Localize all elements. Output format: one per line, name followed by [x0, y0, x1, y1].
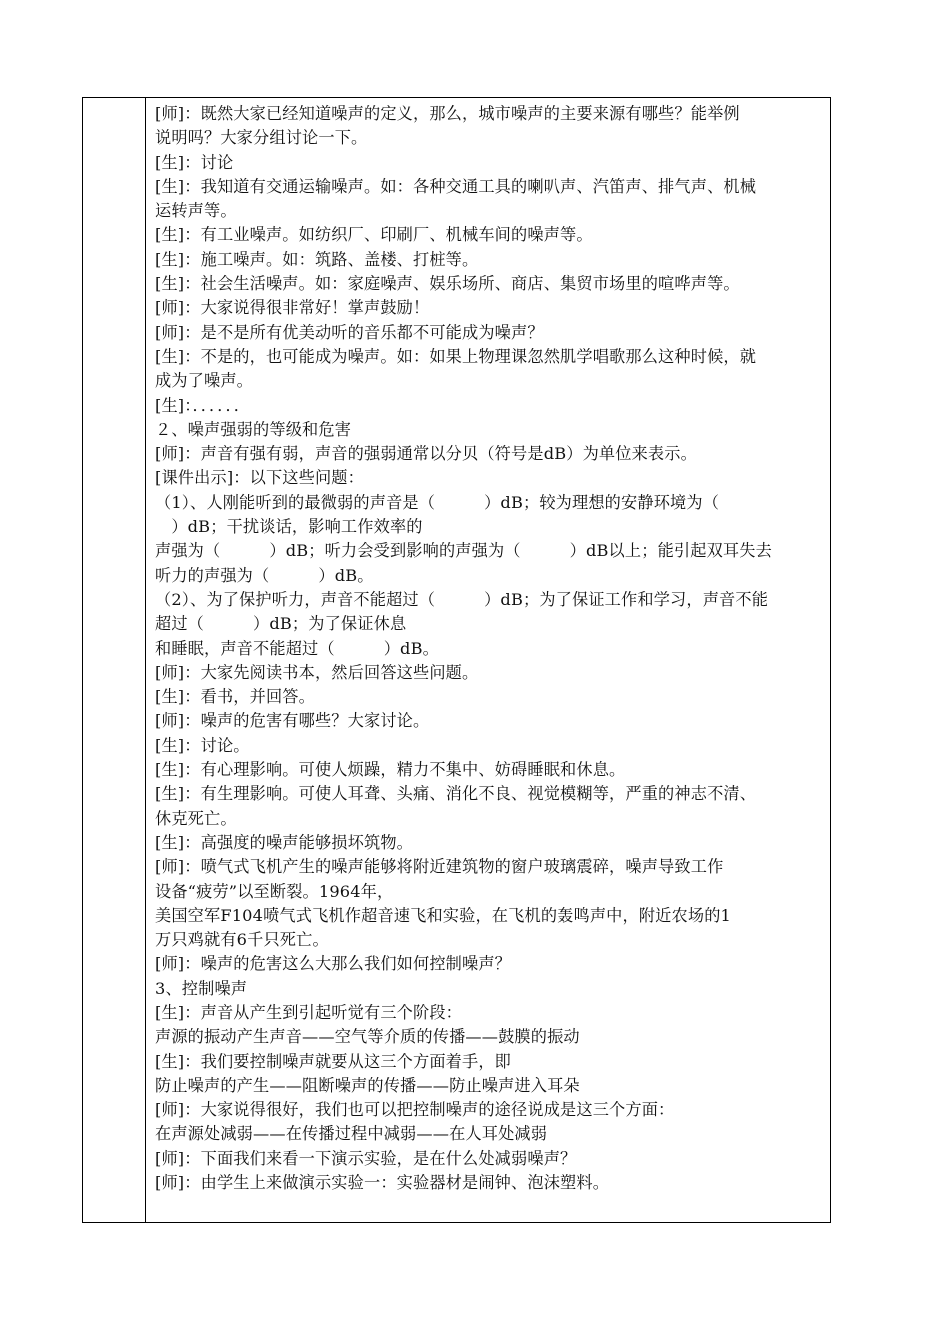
text-line: [师]：喷气式飞机产生的噪声能够将附近建筑物的窗户玻璃震碎，噪声导致工作	[155, 857, 724, 877]
text-line: [生]：讨论	[155, 152, 234, 172]
text-line: 声强为（ ）dB；听力会受到影响的声强为（ ）dB以上；能引起双耳失去	[155, 541, 772, 561]
text-line: 运转声等。	[155, 201, 237, 221]
text-line: [生]：高强度的噪声能够损坏筑物。	[155, 832, 413, 852]
text-line: [师]：大家说得很好，我们也可以把控制噪声的途径说成是这三个方面：	[155, 1100, 675, 1120]
text-line: 声源的振动产生声音——空气等介质的传播——鼓膜的振动	[155, 1027, 580, 1047]
text-line: [师]：大家先阅读书本，然后回答这些问题。	[155, 662, 479, 682]
text-line: 万只鸡就有6千只死亡。	[155, 930, 329, 950]
text-line: ）dB；干扰谈话，影响工作效率的	[155, 517, 423, 537]
text-line: [生]：．．．．．．	[155, 395, 251, 415]
text-line: [生]：社会生活噪声。如：家庭噪声、娱乐场所、商店、集贸市场里的喧哗声等。	[155, 274, 740, 294]
text-line: [生]：声音从产生到引起听觉有三个阶段：	[155, 1002, 463, 1022]
text-line: [师]：噪声的危害这么大那么我们如何控制噪声？	[155, 954, 512, 974]
text-line: [生]：有心理影响。可使人烦躁，精力不集中、妨碍睡眠和休息。	[155, 760, 626, 780]
text-line: 休克死亡。	[155, 808, 237, 828]
text-line: [师]：大家说得很非常好！掌声鼓励！	[155, 298, 430, 318]
text-line: 成为了噪声。	[155, 371, 254, 391]
text-line: （1）、人刚能听到的最微弱的声音是（ ）dB；较为理想的安静环境为（	[155, 492, 720, 512]
text-line: 防止噪声的产生——阻断噪声的传播——防止噪声进入耳朵	[155, 1075, 580, 1095]
text-line: [师]：由学生上来做演示实验一：实验器材是闹钟、泡沫塑料。	[155, 1173, 610, 1193]
text-line: [师]：声音有强有弱，声音的强弱通常以分贝（符号是dB）为单位来表示。	[155, 444, 697, 464]
text-line: [生]：我知道有交通运输噪声。如：各种交通工具的喇叭声、汽笛声、排气声、机械	[155, 176, 757, 196]
text-line: [生]：有生理影响。可使人耳聋、头痛、消化不良、视觉模糊等，严重的神志不清、	[155, 784, 757, 804]
text-line: （2）、为了保护听力，声音不能超过（ ）dB；为了保证工作和学习，声音不能	[155, 589, 769, 609]
text-line: [师]：下面我们来看一下演示实验，是在什么处减弱噪声？	[155, 1148, 577, 1168]
text-line: [生]：看书，并回答。	[155, 687, 315, 707]
text-line: [课件出示]：以下这些问题：	[155, 468, 364, 488]
text-line: [师]：既然大家已经知道噪声的定义，那么，城市噪声的主要来源有哪些？能举例	[155, 104, 740, 123]
text-line: [生]：不是的，也可能成为噪声。如：如果上物理课忽然肌学唱歌那么这种时候，就	[155, 346, 757, 366]
text-line: 听力的声强为（ ）dB。	[155, 565, 374, 585]
text-line: 设备“疲劳”以至断裂。1964年，	[155, 881, 394, 901]
text-line: [生]：我们要控制噪声就要从这三个方面着手，即	[155, 1051, 512, 1071]
text-line: 说明吗？大家分组讨论一下。	[155, 128, 368, 148]
lesson-table	[82, 97, 831, 1223]
text-line: [师]：噪声的危害有哪些？大家讨论。	[155, 711, 430, 731]
text-line: [生]：施工噪声。如：筑路、盖楼、打桩等。	[155, 249, 479, 269]
text-line: 美国空军F104喷气式飞机作超音速飞和实验，在飞机的轰鸣声中，附近农场的1	[155, 905, 731, 925]
text-line: 在声源处减弱——在传播过程中减弱——在人耳处减弱	[155, 1124, 548, 1144]
lesson-content	[155, 102, 827, 1195]
left-column-cell	[83, 98, 146, 1222]
section-heading: 3、控制噪声	[155, 978, 248, 998]
text-line: [师]：是不是所有优美动听的音乐都不可能成为噪声？	[155, 322, 544, 342]
text-line: 和睡眠，声音不能超过（ ）dB。	[155, 638, 439, 658]
section-heading: ２、噪声强弱的等级和危害	[155, 419, 352, 439]
text-line: 超过（ ）dB；为了保证休息	[155, 614, 407, 634]
text-line: [生]：有工业噪声。如纺织厂、印刷厂、机械车间的噪声等。	[155, 225, 593, 245]
text-line: [生]：讨论。	[155, 735, 250, 755]
